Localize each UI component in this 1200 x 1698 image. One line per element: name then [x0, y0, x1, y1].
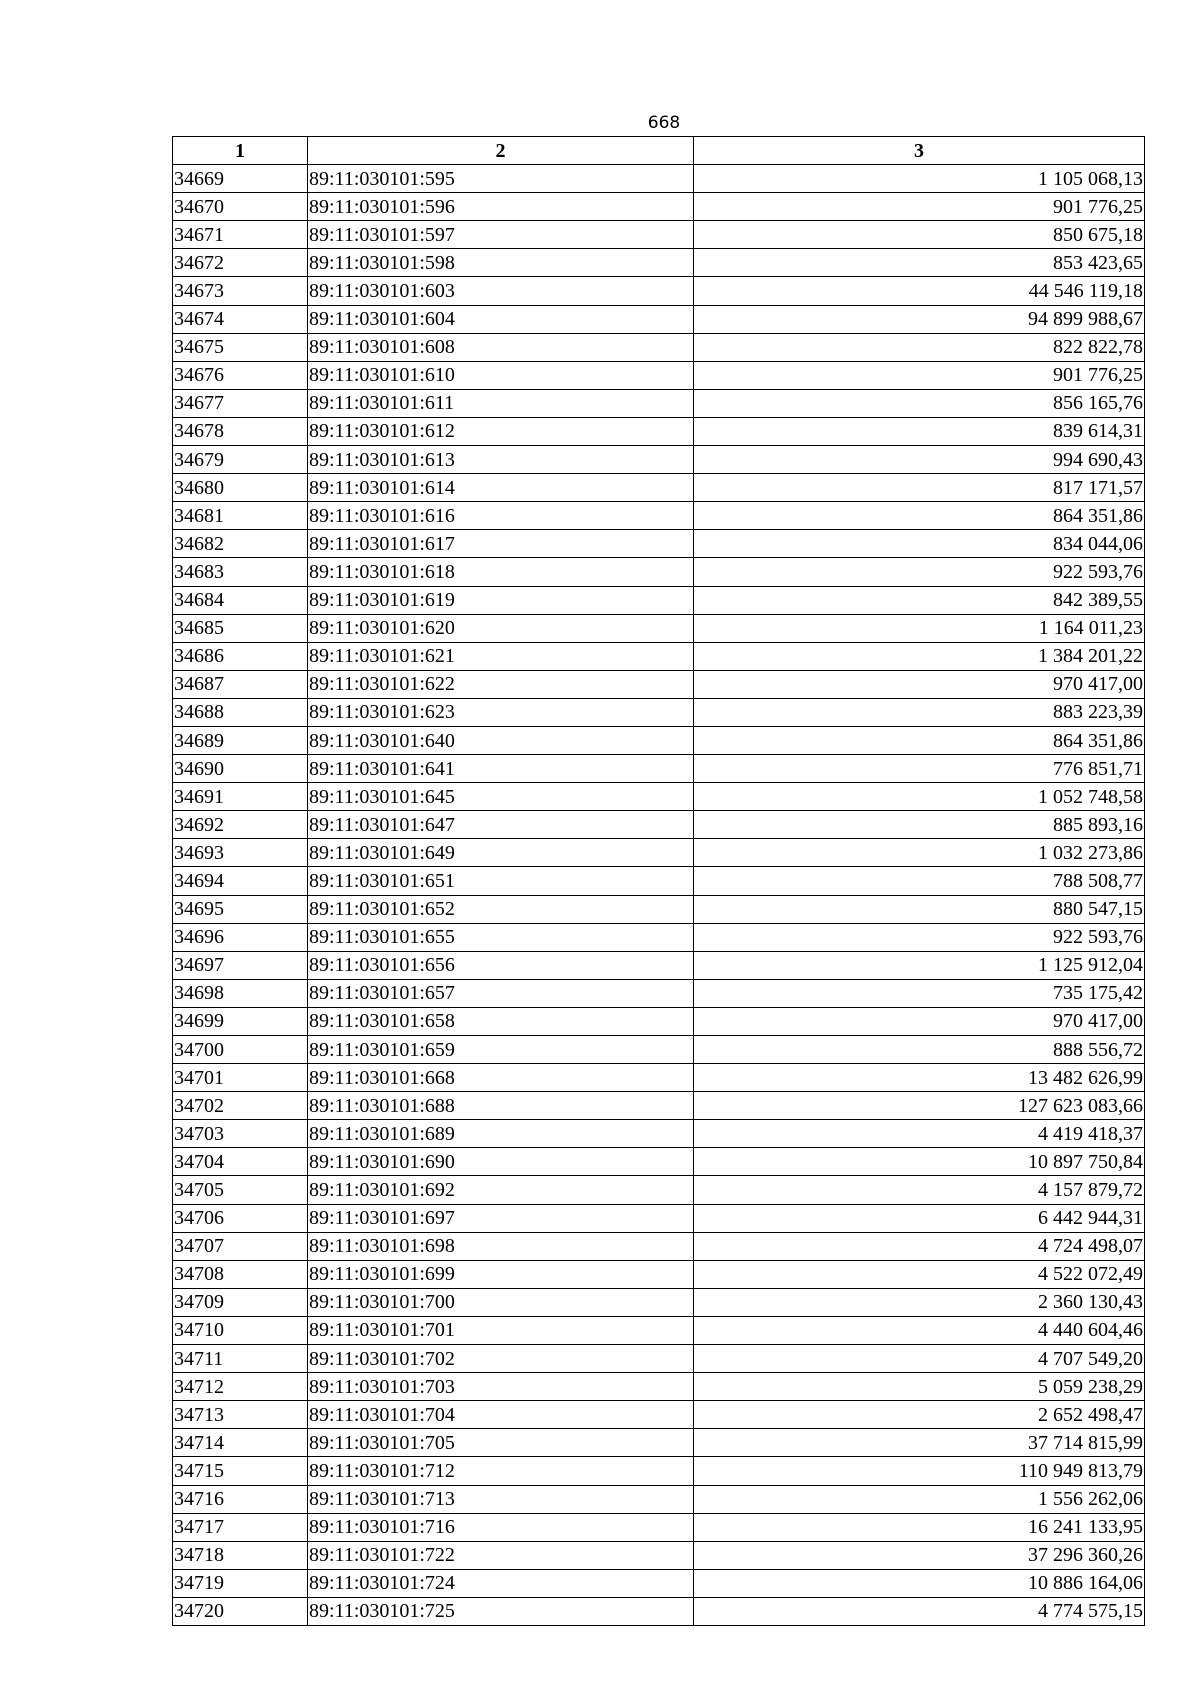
column-header-2: 2: [308, 137, 694, 165]
cadastral-number-cell: 89:11:030101:701: [308, 1316, 694, 1344]
table-row: [173, 1541, 1145, 1569]
row-number-cell: 34692: [173, 811, 308, 839]
row-number-cell: 34680: [173, 474, 308, 502]
table-row: [173, 558, 1145, 586]
row-number-cell: 34694: [173, 867, 308, 895]
row-number-cell: 34702: [173, 1092, 308, 1120]
table-row: [173, 193, 1145, 221]
value-cell: 883 223,39: [694, 698, 1145, 726]
row-number-cell: 34670: [173, 193, 308, 221]
table-row: [173, 1597, 1145, 1625]
value-cell: 776 851,71: [694, 755, 1145, 783]
table-row: [173, 446, 1145, 474]
cadastral-number-cell: 89:11:030101:613: [308, 446, 694, 474]
value-cell: 834 044,06: [694, 530, 1145, 558]
table-row: [173, 670, 1145, 698]
row-number-cell: 34684: [173, 586, 308, 614]
row-number-cell: 34707: [173, 1232, 308, 1260]
value-cell: 94 899 988,67: [694, 305, 1145, 333]
value-cell: 853 423,65: [694, 249, 1145, 277]
cadastral-number-cell: 89:11:030101:668: [308, 1064, 694, 1092]
cadastral-number-cell: 89:11:030101:703: [308, 1373, 694, 1401]
cadastral-number-cell: 89:11:030101:702: [308, 1345, 694, 1373]
row-number-cell: 34687: [173, 670, 308, 698]
cadastral-number-cell: 89:11:030101:610: [308, 361, 694, 389]
table-row: [173, 1036, 1145, 1064]
row-number-cell: 34718: [173, 1541, 308, 1569]
row-number-cell: 34682: [173, 530, 308, 558]
table-row: [173, 417, 1145, 445]
cadastral-number-cell: 89:11:030101:690: [308, 1148, 694, 1176]
table-row: [173, 783, 1145, 811]
value-cell: 4 774 575,15: [694, 1597, 1145, 1625]
table-row: [173, 1064, 1145, 1092]
row-number-cell: 34696: [173, 923, 308, 951]
row-number-cell: 34676: [173, 361, 308, 389]
row-number-cell: 34712: [173, 1373, 308, 1401]
cadastral-number-cell: 89:11:030101:700: [308, 1288, 694, 1316]
value-cell: 1 164 011,23: [694, 614, 1145, 642]
column-header-1: 1: [173, 137, 308, 165]
table-row: [173, 1260, 1145, 1288]
cadastral-number-cell: 89:11:030101:698: [308, 1232, 694, 1260]
table-row: [173, 586, 1145, 614]
value-cell: 4 157 879,72: [694, 1176, 1145, 1204]
value-cell: 888 556,72: [694, 1036, 1145, 1064]
value-cell: 901 776,25: [694, 361, 1145, 389]
row-number-cell: 34683: [173, 558, 308, 586]
row-number-cell: 34674: [173, 305, 308, 333]
cadastral-number-cell: 89:11:030101:623: [308, 698, 694, 726]
cadastral-number-cell: 89:11:030101:641: [308, 755, 694, 783]
table-row: [173, 277, 1145, 305]
table-row: [173, 361, 1145, 389]
table-row: [173, 165, 1145, 193]
table-row: [173, 502, 1145, 530]
value-cell: 880 547,15: [694, 895, 1145, 923]
cadastral-number-cell: 89:11:030101:621: [308, 642, 694, 670]
row-number-cell: 34703: [173, 1120, 308, 1148]
row-number-cell: 34672: [173, 249, 308, 277]
row-number-cell: 34717: [173, 1513, 308, 1541]
value-cell: 37 296 360,26: [694, 1541, 1145, 1569]
table-row: [173, 305, 1145, 333]
row-number-cell: 34706: [173, 1204, 308, 1232]
cadastral-number-cell: 89:11:030101:651: [308, 867, 694, 895]
value-cell: 10 897 750,84: [694, 1148, 1145, 1176]
value-cell: 1 052 748,58: [694, 783, 1145, 811]
table-row: [173, 867, 1145, 895]
row-number-cell: 34710: [173, 1316, 308, 1344]
cadastral-number-cell: 89:11:030101:699: [308, 1260, 694, 1288]
table-row: [173, 698, 1145, 726]
value-cell: 37 714 815,99: [694, 1429, 1145, 1457]
cadastral-number-cell: 89:11:030101:603: [308, 277, 694, 305]
row-number-cell: 34708: [173, 1260, 308, 1288]
table-row: [173, 979, 1145, 1007]
value-cell: 901 776,25: [694, 193, 1145, 221]
value-cell: 1 384 201,22: [694, 642, 1145, 670]
value-cell: 735 175,42: [694, 979, 1145, 1007]
table-row: [173, 1569, 1145, 1597]
table-row: [173, 1148, 1145, 1176]
value-cell: 4 522 072,49: [694, 1260, 1145, 1288]
table-row: [173, 895, 1145, 923]
row-number-cell: 34719: [173, 1569, 308, 1597]
cadastral-number-cell: 89:11:030101:724: [308, 1569, 694, 1597]
table-row: [173, 389, 1145, 417]
cadastral-number-cell: 89:11:030101:612: [308, 417, 694, 445]
table-row: [173, 951, 1145, 979]
cadastral-number-cell: 89:11:030101:598: [308, 249, 694, 277]
cadastral-number-cell: 89:11:030101:658: [308, 1007, 694, 1035]
value-cell: 922 593,76: [694, 923, 1145, 951]
value-cell: 856 165,76: [694, 389, 1145, 417]
cadastral-number-cell: 89:11:030101:649: [308, 839, 694, 867]
table-row: [173, 755, 1145, 783]
cadastral-number-cell: 89:11:030101:656: [308, 951, 694, 979]
cadastral-number-cell: 89:11:030101:659: [308, 1036, 694, 1064]
value-cell: 1 125 912,04: [694, 951, 1145, 979]
cadastral-number-cell: 89:11:030101:716: [308, 1513, 694, 1541]
cadastral-number-cell: 89:11:030101:655: [308, 923, 694, 951]
value-cell: 2 652 498,47: [694, 1401, 1145, 1429]
table-body: [173, 165, 1145, 1626]
row-number-cell: 34711: [173, 1345, 308, 1373]
row-number-cell: 34678: [173, 417, 308, 445]
cadastral-number-cell: 89:11:030101:692: [308, 1176, 694, 1204]
cadastral-number-cell: 89:11:030101:652: [308, 895, 694, 923]
cadastral-number-cell: 89:11:030101:657: [308, 979, 694, 1007]
table-row: [173, 923, 1145, 951]
value-cell: 4 707 549,20: [694, 1345, 1145, 1373]
row-number-cell: 34691: [173, 783, 308, 811]
table-row: [173, 1513, 1145, 1541]
row-number-cell: 34695: [173, 895, 308, 923]
row-number-cell: 34675: [173, 333, 308, 361]
cadastral-number-cell: 89:11:030101:614: [308, 474, 694, 502]
row-number-cell: 34709: [173, 1288, 308, 1316]
row-number-cell: 34693: [173, 839, 308, 867]
table-row: [173, 1345, 1145, 1373]
cadastral-number-cell: 89:11:030101:722: [308, 1541, 694, 1569]
table-row: [173, 1288, 1145, 1316]
row-number-cell: 34677: [173, 389, 308, 417]
cadastral-number-cell: 89:11:030101:689: [308, 1120, 694, 1148]
table-row: [173, 1429, 1145, 1457]
cadastral-number-cell: 89:11:030101:616: [308, 502, 694, 530]
value-cell: 13 482 626,99: [694, 1064, 1145, 1092]
cadastral-number-cell: 89:11:030101:617: [308, 530, 694, 558]
cadastral-number-cell: 89:11:030101:645: [308, 783, 694, 811]
row-number-cell: 34689: [173, 726, 308, 754]
value-cell: 994 690,43: [694, 446, 1145, 474]
cadastral-number-cell: 89:11:030101:618: [308, 558, 694, 586]
value-cell: 970 417,00: [694, 1007, 1145, 1035]
value-cell: 822 822,78: [694, 333, 1145, 361]
value-cell: 10 886 164,06: [694, 1569, 1145, 1597]
value-cell: 6 442 944,31: [694, 1204, 1145, 1232]
value-cell: 127 623 083,66: [694, 1092, 1145, 1120]
cadastral-number-cell: 89:11:030101:640: [308, 726, 694, 754]
cadastral-number-cell: 89:11:030101:596: [308, 193, 694, 221]
row-number-cell: 34697: [173, 951, 308, 979]
value-cell: 16 241 133,95: [694, 1513, 1145, 1541]
value-cell: 4 724 498,07: [694, 1232, 1145, 1260]
row-number-cell: 34701: [173, 1064, 308, 1092]
cadastral-number-cell: 89:11:030101:647: [308, 811, 694, 839]
value-cell: 864 351,86: [694, 502, 1145, 530]
cadastral-number-cell: 89:11:030101:713: [308, 1485, 694, 1513]
row-number-cell: 34714: [173, 1429, 308, 1457]
table-row: [173, 249, 1145, 277]
value-cell: 864 351,86: [694, 726, 1145, 754]
row-number-cell: 34713: [173, 1401, 308, 1429]
row-number-cell: 34698: [173, 979, 308, 1007]
cadastral-number-cell: 89:11:030101:608: [308, 333, 694, 361]
table-row: [173, 1120, 1145, 1148]
table-row: [173, 1176, 1145, 1204]
table-row: [173, 1204, 1145, 1232]
table-row: [173, 1373, 1145, 1401]
row-number-cell: 34685: [173, 614, 308, 642]
table-row: [173, 1457, 1145, 1485]
cadastral-number-cell: 89:11:030101:725: [308, 1597, 694, 1625]
value-cell: 1 556 262,06: [694, 1485, 1145, 1513]
row-number-cell: 34673: [173, 277, 308, 305]
table-row: [173, 221, 1145, 249]
cadastral-number-cell: 89:11:030101:595: [308, 165, 694, 193]
row-number-cell: 34699: [173, 1007, 308, 1035]
row-number-cell: 34715: [173, 1457, 308, 1485]
cadastral-number-cell: 89:11:030101:704: [308, 1401, 694, 1429]
value-cell: 4 419 418,37: [694, 1120, 1145, 1148]
value-cell: 44 546 119,18: [694, 277, 1145, 305]
table-row: [173, 1401, 1145, 1429]
value-cell: 817 171,57: [694, 474, 1145, 502]
row-number-cell: 34688: [173, 698, 308, 726]
cadastral-number-cell: 89:11:030101:619: [308, 586, 694, 614]
column-header-3: 3: [694, 137, 1145, 165]
cadastral-number-cell: 89:11:030101:712: [308, 1457, 694, 1485]
cadastral-number-cell: 89:11:030101:688: [308, 1092, 694, 1120]
value-cell: 4 440 604,46: [694, 1316, 1145, 1344]
value-cell: 2 360 130,43: [694, 1288, 1145, 1316]
table-row: [173, 642, 1145, 670]
row-number-cell: 34690: [173, 755, 308, 783]
row-number-cell: 34720: [173, 1597, 308, 1625]
row-number-cell: 34679: [173, 446, 308, 474]
cadastral-number-cell: 89:11:030101:622: [308, 670, 694, 698]
cadastral-number-cell: 89:11:030101:620: [308, 614, 694, 642]
value-cell: 5 059 238,29: [694, 1373, 1145, 1401]
cadastral-number-cell: 89:11:030101:611: [308, 389, 694, 417]
cadastral-number-cell: 89:11:030101:697: [308, 1204, 694, 1232]
table-row: [173, 1232, 1145, 1260]
cadastral-number-cell: 89:11:030101:604: [308, 305, 694, 333]
table-header-row: [173, 137, 1145, 165]
row-number-cell: 34681: [173, 502, 308, 530]
row-number-cell: 34686: [173, 642, 308, 670]
table-row: [173, 1092, 1145, 1120]
table-row: [173, 614, 1145, 642]
table-row: [173, 1485, 1145, 1513]
value-cell: 1 032 273,86: [694, 839, 1145, 867]
row-number-cell: 34705: [173, 1176, 308, 1204]
table-row: [173, 1316, 1145, 1344]
value-cell: 922 593,76: [694, 558, 1145, 586]
value-cell: 885 893,16: [694, 811, 1145, 839]
table-row: [173, 839, 1145, 867]
value-cell: 842 389,55: [694, 586, 1145, 614]
table-row: [173, 811, 1145, 839]
value-cell: 110 949 813,79: [694, 1457, 1145, 1485]
value-cell: 850 675,18: [694, 221, 1145, 249]
row-number-cell: 34700: [173, 1036, 308, 1064]
cadastral-number-cell: 89:11:030101:705: [308, 1429, 694, 1457]
table-row: [173, 530, 1145, 558]
value-cell: 839 614,31: [694, 417, 1145, 445]
table-row: [173, 726, 1145, 754]
table-row: [173, 1007, 1145, 1035]
table-row: [173, 333, 1145, 361]
row-number-cell: 34716: [173, 1485, 308, 1513]
cadastral-number-cell: 89:11:030101:597: [308, 221, 694, 249]
row-number-cell: 34671: [173, 221, 308, 249]
value-cell: 1 105 068,13: [694, 165, 1145, 193]
value-cell: 788 508,77: [694, 867, 1145, 895]
page-number: 668: [647, 113, 681, 133]
value-cell: 970 417,00: [694, 670, 1145, 698]
table-row: [173, 474, 1145, 502]
row-number-cell: 34704: [173, 1148, 308, 1176]
data-table: [172, 136, 1145, 1626]
row-number-cell: 34669: [173, 165, 308, 193]
